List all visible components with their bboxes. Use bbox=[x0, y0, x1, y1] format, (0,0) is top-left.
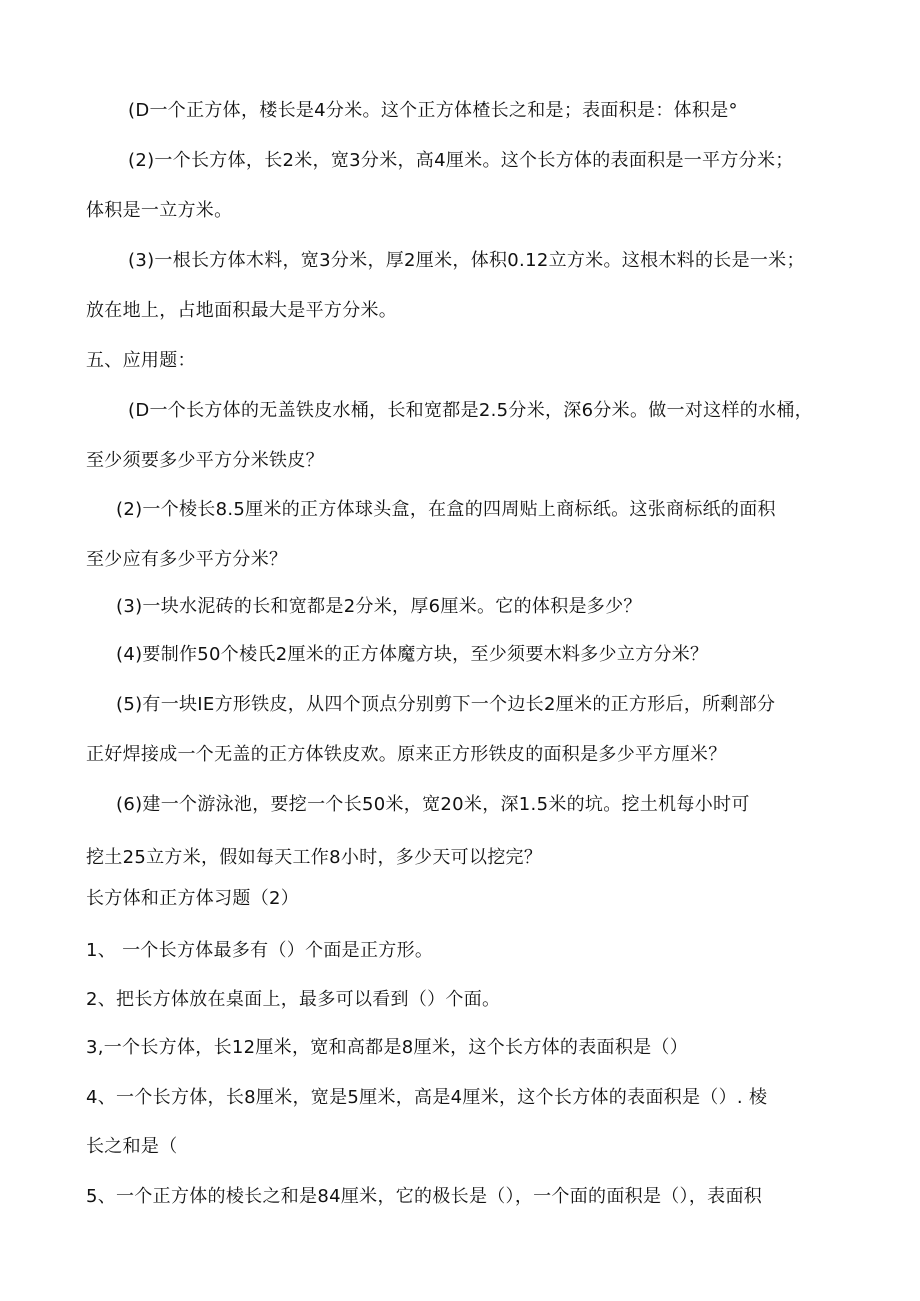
text-line: (D一个长方体的无盖铁皮水桶，长和宽都是2.5分米，深6分米。做一对这样的水桶， bbox=[128, 400, 813, 421]
text-line: 至少应有多少平方分米？ bbox=[86, 549, 288, 570]
text-line: 3,一个长方体，长12厘米，宽和高都是8厘米，这个长方体的表面积是（） bbox=[86, 1037, 689, 1058]
text-line: 1、 一个长方体最多有（）个面是正方形。 bbox=[86, 940, 434, 961]
section-heading: 五、应用题： bbox=[86, 350, 196, 371]
text-line: (D一个正方体，楼长是4分米。这个正方体楂长之和是；表面积是：体积是° bbox=[128, 100, 738, 121]
text-line: (2)一个长方体，长2米，宽3分米，高4厘米。这个长方体的表面积是一平方分米； bbox=[128, 150, 794, 171]
section-heading: 长方体和正方体习题（2） bbox=[86, 888, 300, 909]
text-line: 体积是一立方米。 bbox=[86, 200, 233, 221]
text-line: (6)建一个游泳池，要挖一个长50米，宽20米，深1.5米的坑。挖土机每小时可 bbox=[116, 794, 750, 815]
text-line: (3)一根长方体木料，宽3分米，厚2厘米，体积0.12立方米。这根木料的长是一米； bbox=[128, 250, 805, 271]
text-line: 长之和是（ bbox=[86, 1136, 178, 1157]
text-line: 正好焊接成一个无盖的正方体铁皮欢。原来正方形铁皮的面积是多少平方厘米？ bbox=[86, 744, 727, 765]
text-line: 放在地上，占地面积最大是平方分米。 bbox=[86, 300, 398, 321]
text-line: (3)一块水泥砖的长和宽都是2分米，厚6厘米。它的体积是多少？ bbox=[116, 596, 642, 617]
text-line: 4、一个长方体，长8厘米，宽是5厘米，高是4厘米，这个长方体的表面积是（）. 棱 bbox=[86, 1087, 768, 1108]
text-line: 挖土25立方米，假如每天工作8小时，多少天可以挖完？ bbox=[86, 847, 543, 868]
text-line: 5、一个正方体的棱长之和是84厘米，它的极长是（），一个面的面积是（），表面积 bbox=[86, 1186, 763, 1207]
text-line: (5)有一块IE方形铁皮，从四个顶点分别剪下一个边长2厘米的正方形后，所剩部分 bbox=[116, 694, 776, 715]
text-line: (4)要制作50个棱氏2厘米的正方体魔方块，至少须要木料多少立方分米？ bbox=[116, 644, 709, 665]
text-line: 至少须要多少平方分米铁皮？ bbox=[86, 450, 324, 471]
text-line: 2、把长方体放在桌面上，最多可以看到（）个面。 bbox=[86, 989, 501, 1010]
text-line: (2)一个棱长8.5厘米的正方体球头盒，在盒的四周贴上商标纸。这张商标纸的面积 bbox=[116, 499, 776, 520]
